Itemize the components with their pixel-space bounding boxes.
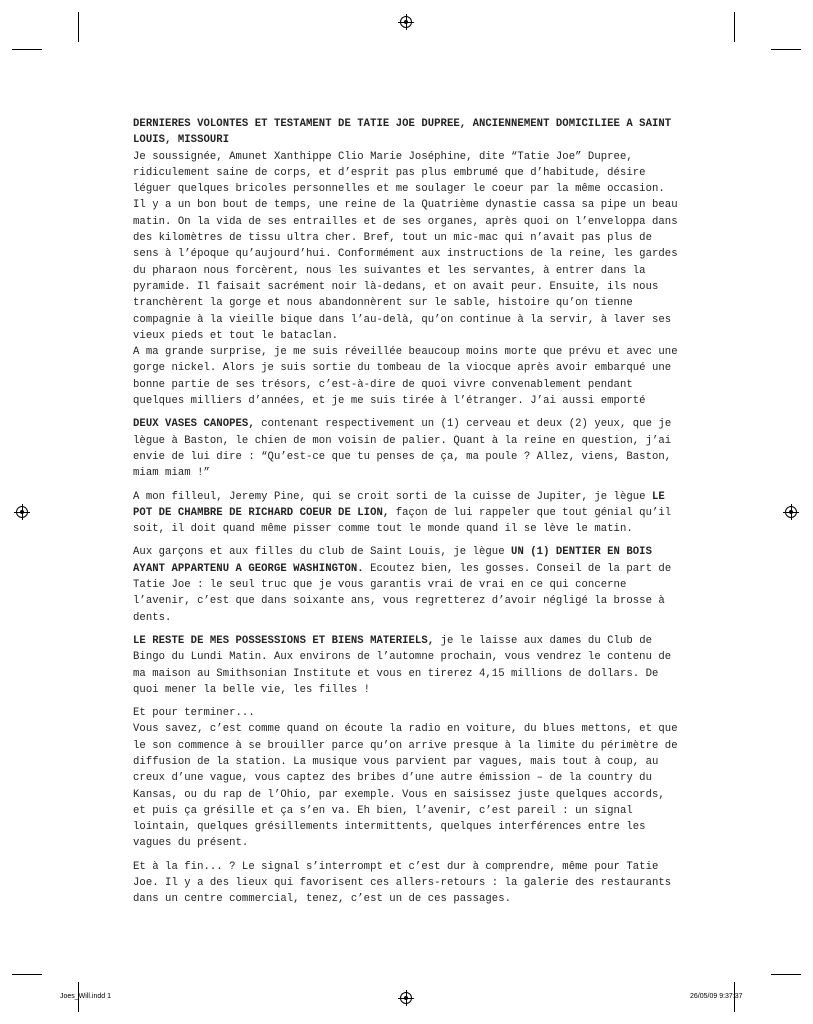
crop-mark	[734, 12, 735, 42]
bequest-heading: UN (1) DENTIER EN BOIS AYANT APPARTENU A GEORGE WASHINGTON.	[133, 546, 652, 575]
paragraph: Et pour terminer...	[133, 707, 255, 720]
paragraph-text: A mon filleul, Jeremy Pine, qui se croit sorti de la cuisse de Jupiter, je lègue	[133, 490, 652, 503]
registration-mark-icon	[785, 506, 797, 518]
bequest-heading: DEUX VASES CANOPES,	[133, 418, 255, 431]
paragraph	[133, 544, 681, 625]
registration-mark-icon	[16, 506, 28, 518]
paragraph: Je soussignée, Amunet Xanthippe Clio Marie Joséphine, dite “Tatie Joe” Dupree, ridiculement saine de corps, et d’esprit pas plus embrumé que d’habitude, désire léguer quelques bricoles personnelles et me soulager le coeur par la même occasion. Il y a un bon bout de temps, une reine de la Quatrième dynastie cassa sa pipe un beau matin. On la vida de ses entrailles et de ses organes, après quoi on l’enveloppa dans des kilomètres de tissu ultra cher. Bref, tout un mic-mac qui n’avait pas plus de sens à l’époque qu’aujourd’hui. Conformément aux instructions de la reine, les gardes du pharaon nous forcèrent, nous les suivantes et les servantes, à entrer dans la pyramide. Il faisait sacrément noir là-dedans, et on avait peur. Ensuite, ils nous tranchèrent la gorge et nous abandonnèrent sur le sable, histoire qu’on tienne compagnie à la vieille bique dans l’au-delà, qu’on continue à la servir, à laver ses vieux pieds et tout le bataclan.	[133, 150, 678, 342]
paragraph-text: Aux garçons et aux filles du club de Saint Louis, je lègue	[133, 546, 512, 559]
paragraph: Vous savez, c’est comme quand on écoute la radio en voiture, du blues mettons, et que le son commence à se brouiller parce qu’on arrive presque à la limite du périmètre de diffusion de la station. La musique vous parvient par vagues, mais tout à coup, au creux d’une vague, vous captez des bribes d’une autre émission – de la country du Kansas, ou du rap de l’Ohio, par exemple. Vous en saisissez juste quelques accords, et puis ça grésille et ça s’en va. Eh bien, l’avenir, c’est pareil : un signal lointain, quelques grésillements intermittents, quelques interférences entre les vagues du présent.	[133, 723, 678, 850]
paragraph-text: Ecoutez bien, les gosses. Conseil de la part de Tatie Joe : le seul truc que je vous garantis vrai de vrai en ce qui concerne l’avenir, c’est que dans soixante ans, vous regretterez d’avoir négligé la brosse à dents.	[133, 562, 672, 624]
paragraph	[133, 633, 681, 698]
bequest-heading: LE POT DE CHAMBRE DE RICHARD COEUR DE LION,	[133, 490, 665, 519]
document-title: DERNIERES VOLONTES ET TESTAMENT DE TATIE JOE DUPREE, ANCIENNEMENT DOMICILIEE A SAINT LOUIS, MISSOURI	[133, 118, 672, 147]
paragraph: Et à la fin... ? Le signal s’interrompt et c’est dur à comprendre, même pour Tatie Joe. Il y a des lieux qui favorisent ces allers-retours : la galerie des restaurants dans un centre commercial, tenez, c’est un de ces passages.	[133, 860, 672, 906]
registration-mark-icon	[400, 992, 412, 1004]
slug-filename: Joes_Will.indd 1	[60, 993, 111, 1000]
paragraph-text: contenant respectivement un (1) cerveau et deux (2) yeux, que je lègue à Baston, le chien de mon voisin de palier. Quant à la reine en question, j’ai envie de lui dire : “Qu’est-ce que tu penses de ça, ma poule ? Allez, viens, Baston, miam miam !”	[133, 418, 672, 480]
registration-mark-icon	[400, 16, 412, 28]
crop-mark	[12, 974, 42, 975]
crop-mark	[78, 12, 79, 42]
paragraph-text: façon de lui rappeler que tout génial qu’il soit, il doit quand même pisser comme tout le monde quand il se lève le matin.	[133, 506, 672, 536]
paragraph	[133, 416, 681, 481]
slug-timestamp: 26/05/09 9:37:37	[690, 993, 743, 1000]
paragraph	[133, 489, 681, 538]
crop-mark	[771, 974, 801, 975]
paragraph: A ma grande surprise, je me suis réveillée beaucoup moins morte que prévu et avec une gorge nickel. Alors je suis sortie du tombeau de la viocque après avoir embarqué une bonne partie de ses trésors, c’est-à-dire de quoi vivre convenablement pendant quelques milliers d’années, et je me suis tirée à l’étranger. J’ai aussi emporté	[133, 346, 678, 408]
paragraph-text: je le laisse aux dames du Club de Bingo du Lundi Matin. Aux environs de l’automne prochain, vous vendrez le contenu de ma maison au Smithsonian Institute et vous en tirerez 4,15 millions de dollars. De quoi mener la belle vie, les filles !	[133, 634, 672, 696]
crop-mark	[12, 49, 42, 50]
bequest-heading: LE RESTE DE MES POSSESSIONS ET BIENS MATERIELS,	[133, 634, 435, 647]
crop-mark	[771, 49, 801, 50]
document-body	[133, 116, 681, 915]
